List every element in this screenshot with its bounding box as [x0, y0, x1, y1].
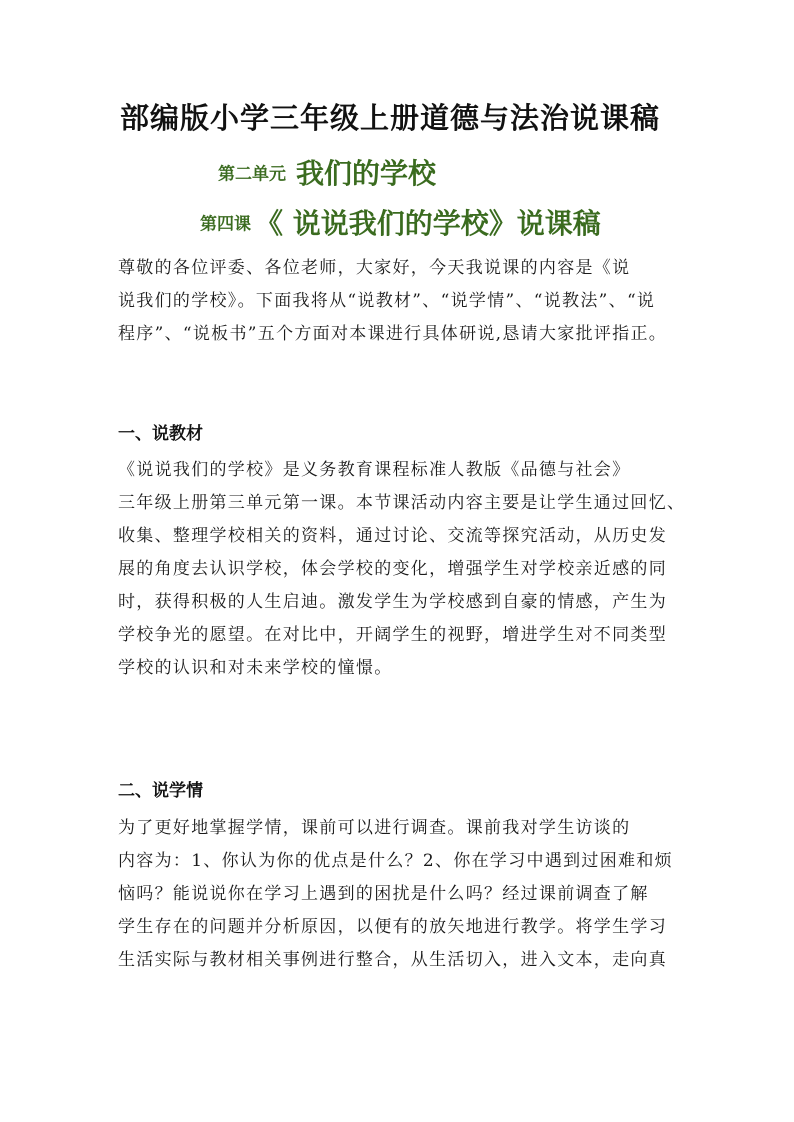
paragraph-line: 学校的认识和对未来学校的憧憬。: [118, 658, 393, 678]
learners-paragraph: [118, 812, 688, 977]
paragraph-line: 学校争光的愿望。在对比中，开阔学生的视野，增进学生对不同类型: [118, 625, 667, 645]
paragraph-line: 收集、整理学校相关的资料，通过讨论、交流等探究活动，从历史发: [118, 526, 667, 546]
lesson-title: 《 说说我们的学校》说课稿: [255, 207, 601, 240]
paragraph-line: 三年级上册第三单元第一课。本节课活动内容主要是让学生通过回忆、: [118, 493, 686, 513]
textbook-paragraph: [118, 454, 688, 685]
paragraph-line: 《说说我们的学校》是义务教育课程标准人教版《品德与社会》: [118, 460, 631, 480]
unit-label: 第二单元: [218, 164, 286, 185]
paragraph-line: 生活实际与教材相关事例进行整合，从生活切入，进入文本，走向真: [118, 950, 667, 970]
paragraph-line: 尊敬的各位评委、各位老师，大家好，今天我说课的内容是《说: [118, 258, 631, 278]
paragraph-line: 说我们的学校》。下面我将从“说教材”、“说学情”、“说教法”、“说: [118, 291, 656, 311]
section-heading-learners: 二、说学情: [118, 781, 203, 801]
lesson-label: 第四课: [200, 214, 251, 235]
paragraph-line: 程序”、“说板书”五个方面对本课进行具体研说,恳请大家批评指正。: [118, 324, 668, 344]
paragraph-line: 展的角度去认识学校，体会学校的变化，增强学生对学校亲近感的同: [118, 559, 667, 579]
lesson-heading: [200, 202, 601, 242]
document-title: 部编版小学三年级上册道德与法治说课稿: [120, 101, 661, 135]
paragraph-line: 内容为：1、你认为你的优点是什么？2、你在学习中遇到过困难和烦: [118, 851, 673, 871]
paragraph-line: 时，获得积极的人生启迪。激发学生为学校感到自豪的情感，产生为: [118, 592, 667, 612]
paragraph-line: 恼吗？能说说你在学习上遇到的困扰是什么吗？经过课前调查了解: [118, 884, 649, 904]
unit-name: 我们的学校: [296, 157, 437, 190]
intro-paragraph: [118, 252, 688, 351]
section-heading-textbook: 一、说教材: [118, 424, 203, 444]
paragraph-line: 为了更好地掌握学情，课前可以进行调查。课前我对学生访谈的: [118, 818, 631, 838]
unit-heading: [218, 152, 436, 192]
paragraph-line: 学生存在的问题并分析原因，以便有的放矢地进行教学。将学生学习: [118, 917, 667, 937]
